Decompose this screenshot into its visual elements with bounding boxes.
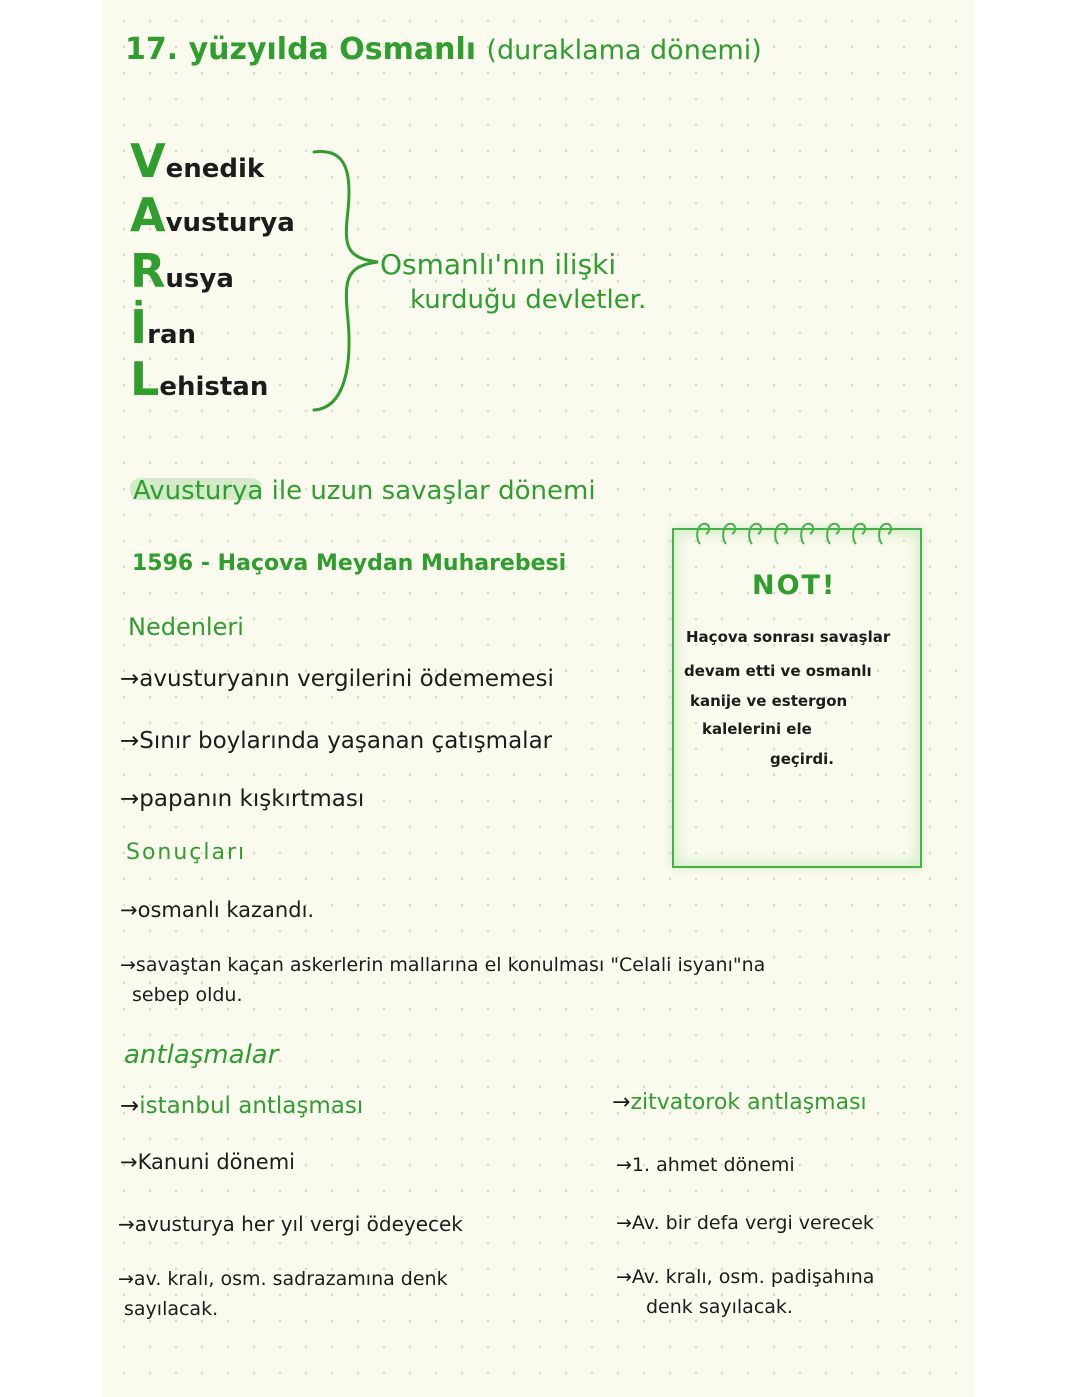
acronym-item-lehistan: Lehistan: [130, 352, 269, 406]
spiral-binding-icon: [690, 516, 900, 550]
curly-brace-icon: [300, 140, 380, 420]
treaty-right-point: →Av. bir defa vergi verecek: [616, 1212, 874, 1234]
acronym-label-line2: kurduğu devletler.: [410, 285, 647, 315]
title-main: 17. yüzyılda Osmanlı: [125, 32, 477, 67]
result-item-cont: sebep oldu.: [132, 984, 243, 1006]
treaty-left-name: →istanbul antlaşması: [120, 1093, 364, 1119]
treaty-right-point-cont: denk sayılacak.: [646, 1296, 793, 1318]
note-line: Haçova sonrası savaşlar: [686, 628, 891, 646]
results-heading: Sonuçları: [126, 840, 247, 865]
title-sub: (duraklama dönemi): [486, 35, 762, 66]
note-title: NOT!: [752, 570, 837, 601]
treaty-left-point-cont: sayılacak.: [124, 1298, 219, 1320]
page-title: [125, 32, 762, 67]
acronym-label-line1: Osmanlı'nın ilişki: [380, 248, 617, 281]
result-item: →osmanlı kazandı.: [120, 898, 315, 922]
treaty-left-point: →av. kralı, osm. sadrazamına denk: [118, 1268, 448, 1290]
acronym-item-avusturya: Avusturya: [130, 188, 295, 242]
causes-heading: Nedenleri: [128, 613, 244, 641]
treaties-heading: antlaşmalar: [124, 1040, 279, 1070]
note-line: geçirdi.: [770, 750, 834, 768]
result-item: →savaştan kaçan askerlerin mallarına el konulması "Celali isyanı"na: [120, 954, 766, 976]
section-heading: Avusturya ile uzun savaşlar dönemi: [133, 476, 596, 506]
acronym-item-rusya: Rusya: [130, 244, 234, 298]
note-line: devam etti ve osmanlı: [684, 662, 872, 680]
treaty-right-point: →Av. kralı, osm. padişahına: [616, 1266, 875, 1288]
treaty-right-point: →1. ahmet dönemi: [616, 1154, 795, 1176]
cause-item: →papanın kışkırtması: [120, 786, 365, 812]
treaty-left-point: →Kanuni dönemi: [120, 1150, 296, 1174]
treaty-left-point: →avusturya her yıl vergi ödeyecek: [118, 1212, 463, 1236]
cause-item: →Sınır boylarında yaşanan çatışmalar: [120, 728, 553, 754]
acronym-item-venedik: Venedik: [130, 134, 265, 188]
battle-title: 1596 - Haçova Meydan Muharebesi: [132, 551, 567, 576]
note-line: kalelerini ele: [702, 720, 812, 738]
acronym-item-iran: İran: [130, 300, 197, 354]
cause-item: →avusturyanın vergilerini ödememesi: [120, 666, 554, 692]
treaty-right-name: →zitvatorok antlaşması: [612, 1090, 867, 1115]
note-line: kanije ve estergon: [690, 692, 848, 710]
